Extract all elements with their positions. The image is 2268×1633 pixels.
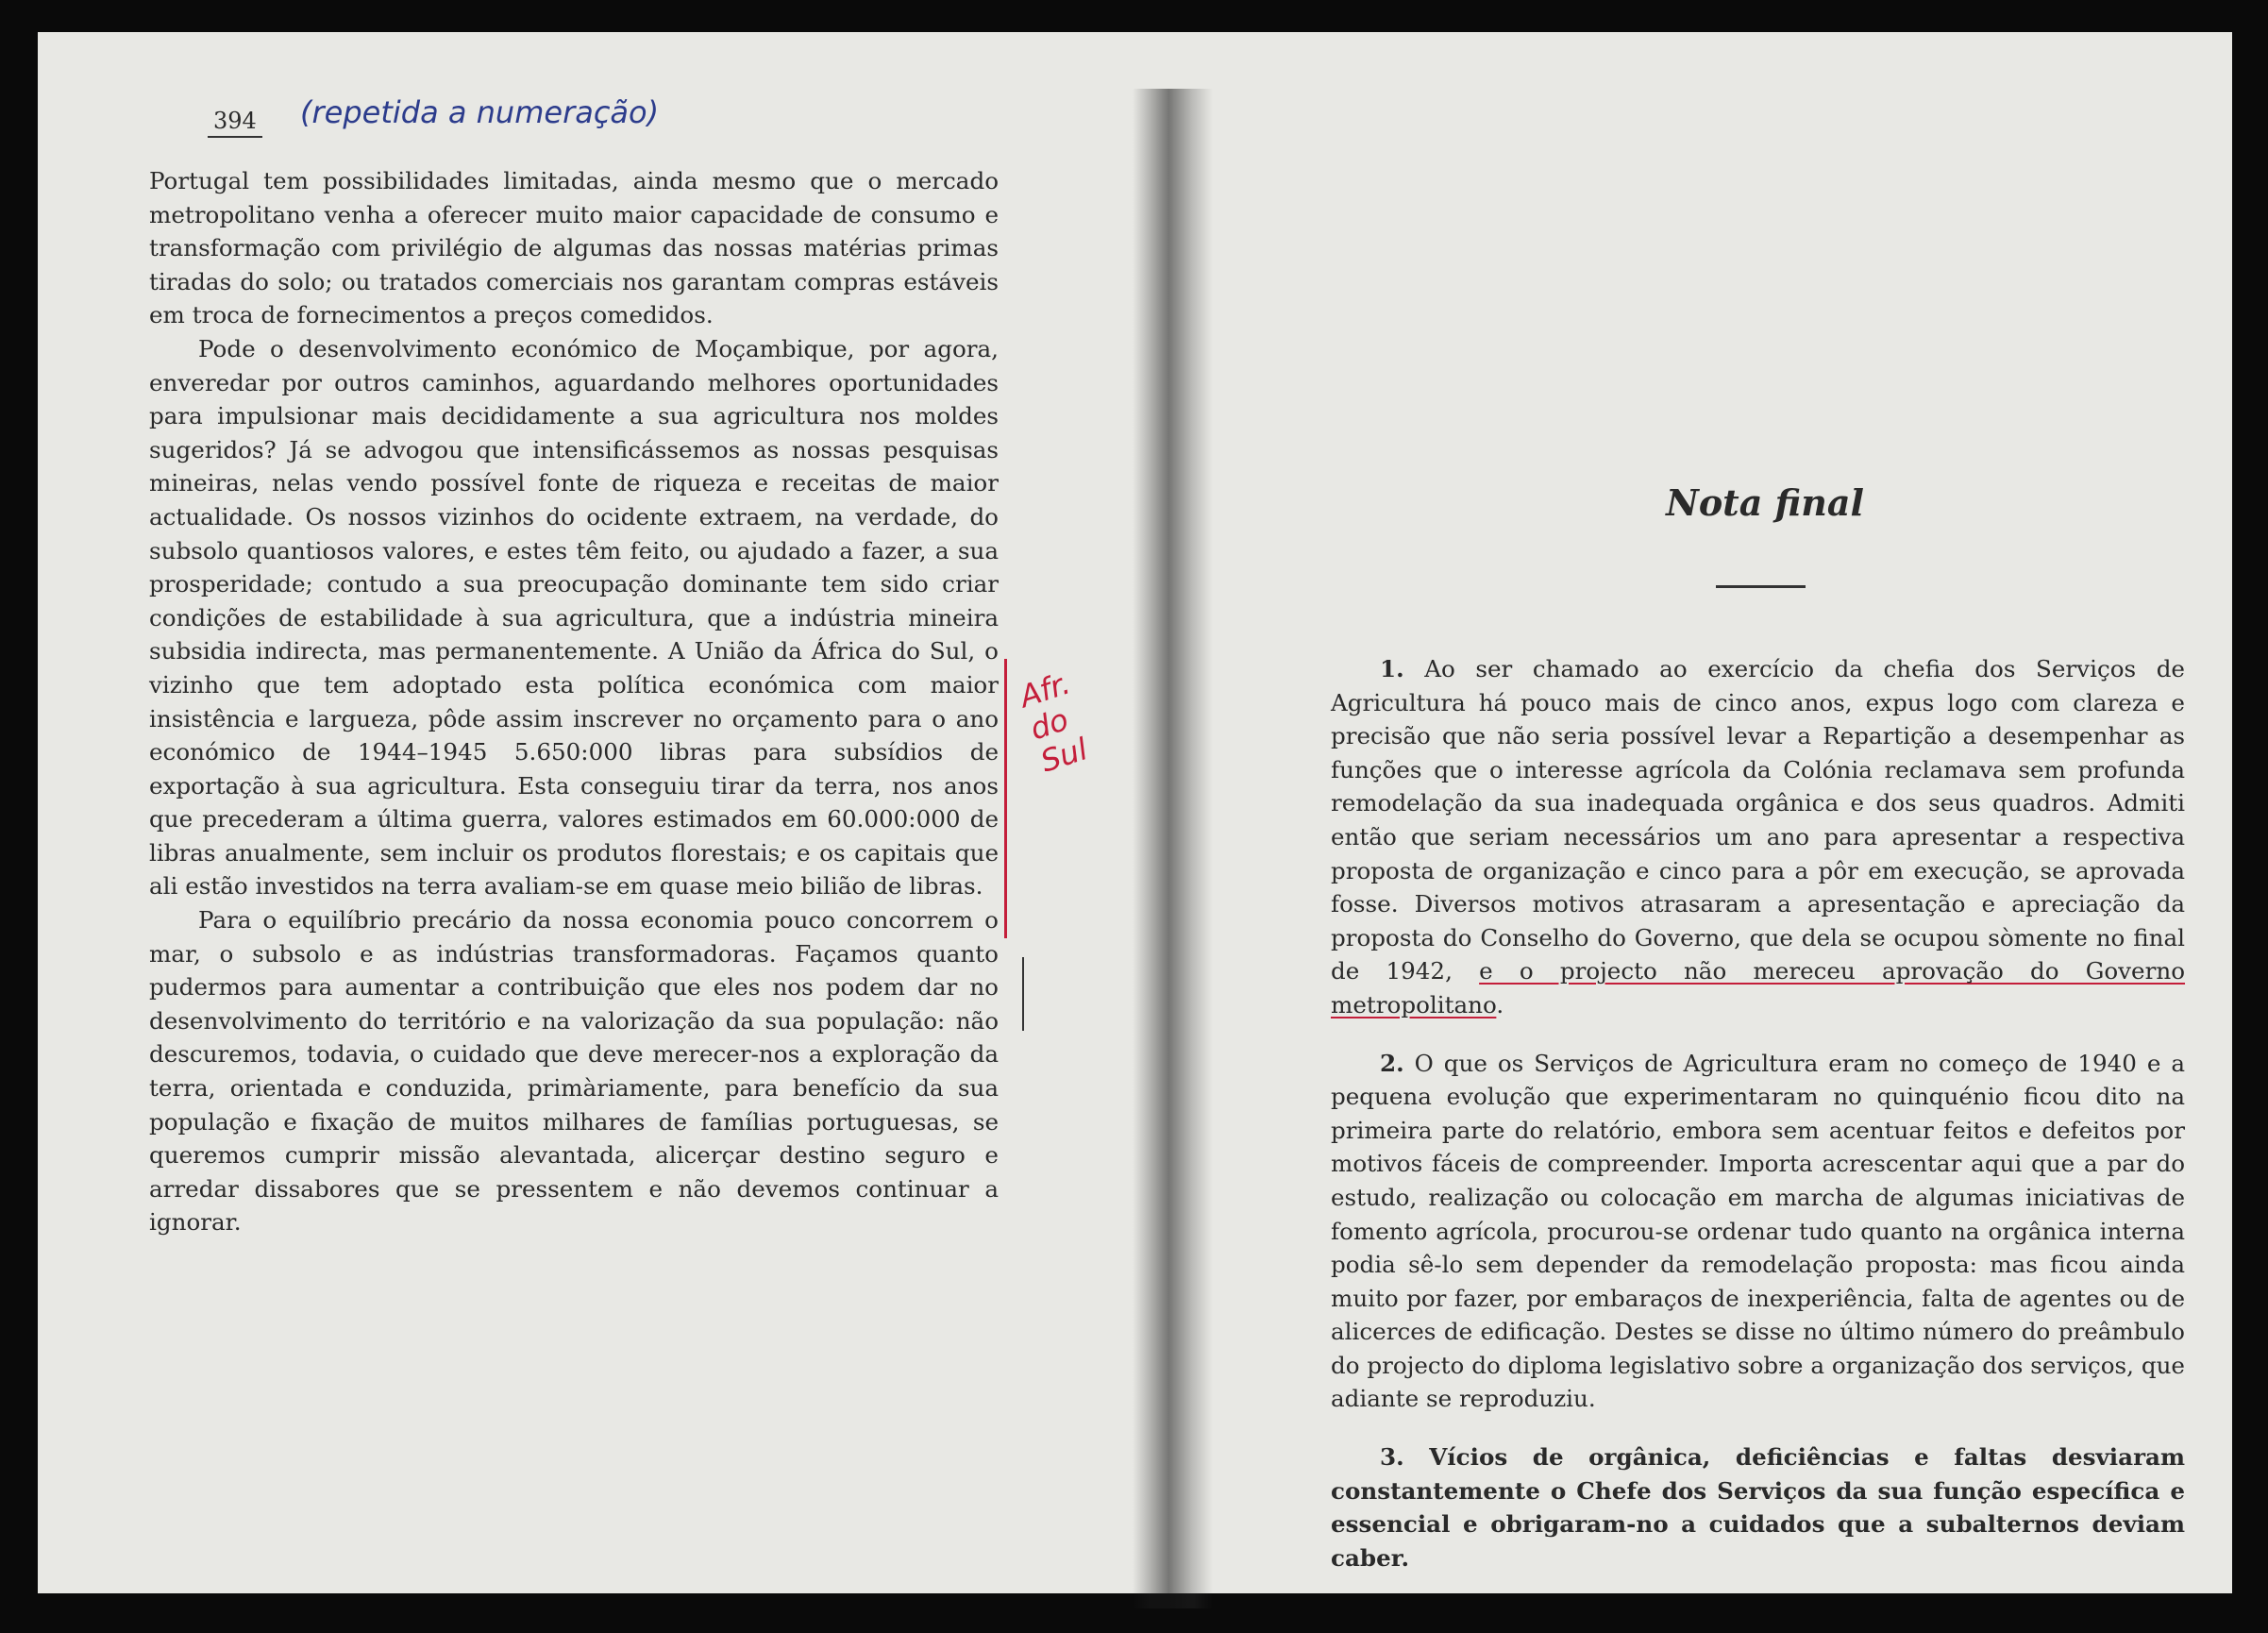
page-number: 394 [208,108,262,138]
scanned-sheet [38,32,2232,1593]
paragraph-number: 2. [1380,1049,1404,1077]
numbered-paragraph-2 [1331,1047,2185,1417]
section-title: Nota final [1666,481,1864,524]
paragraph-text: Ao ser chamado ao exercício da chefia dos Serviços de Agricultura há pouco mais de cinco anos, expus logo com clareza e precisão que não seria possível levar a Repartição a desempenhar as funções que o interesse agrícola da Colónia reclamava sem profunda remodelação da sua inadequada orgânica e dos seus quadros. Admiti então que seriam necessários um ano para apresentar a respectiva proposta de organização e cinco para a pôr em execução, se aprovada fosse. Diversos motivos atrasaram a apresentação e apreciação da proposta do Conselho do Governo, que dela se ocupou sòmente no final de 1942, [1331,655,2185,985]
red-margin-note-line: do [1025,700,1073,748]
numbered-paragraph-3 [1331,1440,2185,1574]
paragraph-number: 3. [1380,1443,1404,1472]
red-margin-note-line: Sul [1035,731,1092,780]
binding-gutter-shadow [1133,89,1213,1608]
red-margin-note-line: Afr. [1015,665,1075,715]
title-rule [1716,585,1806,588]
numbered-paragraph-1 [1331,652,2185,1022]
red-margin-line [1004,659,1007,938]
left-paragraph: Pode o desenvolvimento económico de Moçambique, por agora, enveredar por outros caminhos, aguardando melhores oportunidades para impulsionar mais decididamente a sua agricultura nos moldes sugeridos? Já se advogou que intensificássemos as nossas pesquisas mineiras, nelas vendo possível fonte de riqueza e receitas de maior actualidade. Os nossos vizinhos do ocidente extraem, na verdade, do subsolo quantiosos valores, e estes têm feito, ou ajudado a fazer, a sua prosperidade; contudo a sua preocupação dominante tem sido criar condições de estabilidade à sua agricultura, que a indústria mineira subsidia indirecta, mas permanentemente. A União da África do Sul, o vizinho que tem adoptado esta política económica com maior insistência e largueza, pôde assim inscrever no orçamento para o ano económico de 1944–1945 5.650:000 libras para subsídios de exportação à sua agricultura. Esta conseguiu tirar da terra, nos anos que precederam a última guerra, valores estimados em 60.000:000 de libras anualmente, sem incluir os produtos florestais; e os capitais que ali estão investidos na terra avaliam-se em quase meio bilião de libras. [149,334,999,901]
paragraph-text: Vícios de orgânica, deficiências e faltas desviaram constantemente o Chefe dos Serviços da sua função específica e essencial e obrigaram-no a cuidados que a subalternos deviam caber. [1331,1443,2185,1572]
left-paragraph: Para o equilíbrio precário da nossa economia pouco concorrem o mar, o subsolo e as indústrias transformadoras. Façamos quanto pudermos para aumentar a contribuição que eles nos podem dar no desenvolvimento do território e na valorização da sua população: não descuremos, todavia, o cuidado que deve merecer-nos a exploração da terra, orientada e conduzida, primàriamente, para benefício da sua população e fixação de muitos milhares de famílias portuguesas, se queremos cumprir missão alevantada, alicerçar destino seguro e arredar dissabores que se pressentem e não devemos continuar a ignorar. [149,906,999,1237]
right-page-text [1331,652,2185,1599]
paragraph-number: 1. [1380,655,1404,682]
left-page-text [149,164,999,1239]
paragraph-text-end: . [1496,990,1504,1019]
left-paragraph: Portugal tem possibilidades limitadas, ainda mesmo que o mercado metropolitano venha a oferecer muito maior capacidade de consumo e transformação com privilégio de algumas das nossas matérias primas tiradas do solo; ou tratados comerciais nos garantam compras estáveis em troca de fornecimentos a preços comedidos. [149,167,999,329]
pencil-margin-line [1022,957,1024,1031]
handwritten-page-note: (repetida a numeração) [300,94,660,130]
red-margin-note [1016,665,1095,778]
paragraph-text: O que os Serviços de Agricultura eram no começo de 1940 e a pequena evolução que experimentaram no quinquénio ficou dito na primeira parte do relatório, embora sem acentuar feitos e defeitos por motivos fáceis de compreender. Importa acrescentar aqui que a par do estudo, realização ou colocação em marcha de algumas iniciativas de fomento agrícola, procurou-se ordenar tudo quanto na orgânica interna podia sê-lo sem depender da remodelação proposta: mas ficou ainda muito por fazer, por embaraços de inexperiência, falta de agentes ou de alicerces de edificação. Destes se disse no último número do preâmbulo do projecto do diploma legislativo sobre a organização dos serviços, que adiante se reproduziu. [1331,1049,2185,1413]
red-underlined-text: e o projecto não mereceu aprovação do Governo metropolitano [1331,957,2186,1019]
